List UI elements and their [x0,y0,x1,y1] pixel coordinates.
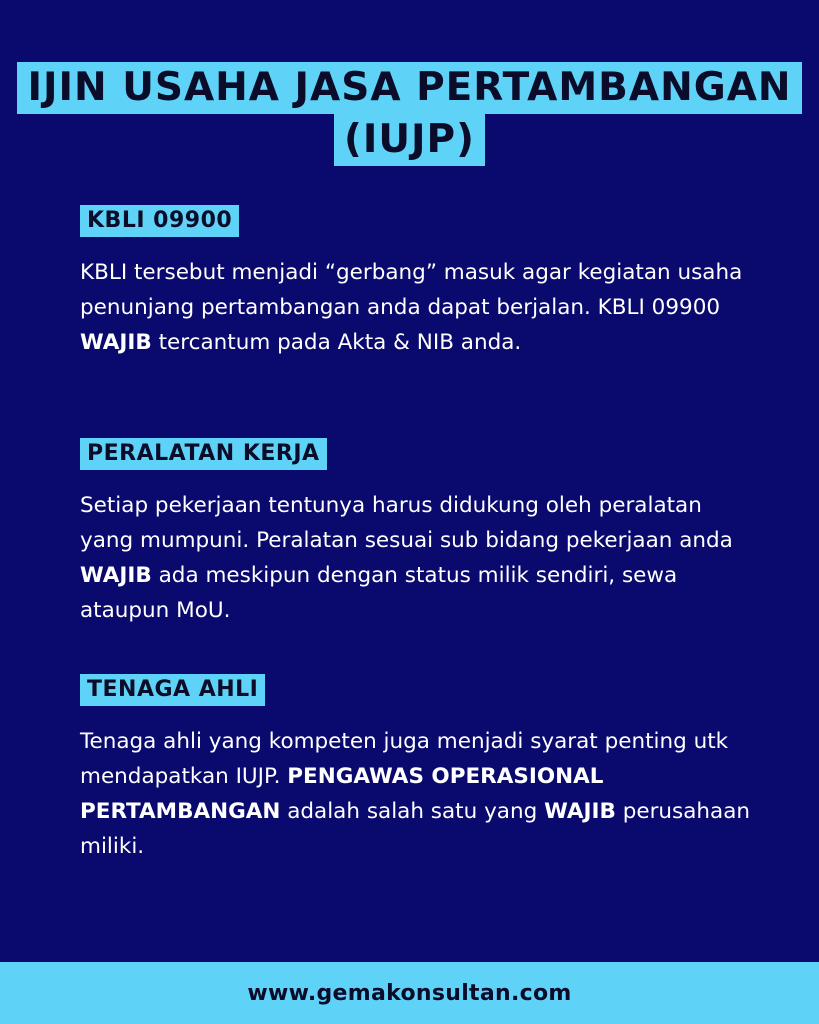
body-text-part: KBLI tersebut menjadi “gerbang” masuk agar kegiatan usaha penunjang pertambangan anda dapat berjalan. KBLI 09900 [80,260,743,320]
body-text-part: tercantum pada Akta & NIB anda. [151,330,522,355]
section-heading-tenaga-ahli: TENAGA AHLI [80,674,265,706]
emphasis-pengawas: PENGAWAS OPERASIONAL PERTAMBANGAN [80,764,604,824]
body-text-part: Setiap pekerjaan tentunya harus didukung oleh peralatan yang mumpuni. Peralatan sesuai sub bidang pekerjaan anda [80,493,733,553]
section-body-tenaga-ahli [80,724,750,864]
body-text-part: adalah salah satu yang [280,799,545,824]
body-text-part: perusahaan miliki. [80,799,751,859]
section-peralatan [80,438,750,628]
section-heading-kbli: KBLI 09900 [80,205,239,237]
title-block [0,62,819,166]
section-kbli [80,205,750,360]
body-text-part: ada meskipun dengan status milik sendiri, sewa ataupun MoU. [80,563,678,623]
section-heading-peralatan: PERALATAN KERJA [80,438,327,470]
website-link[interactable]: www.gemakonsultan.com [247,980,572,1006]
section-tenaga-ahli [80,674,750,864]
title-line-1: IJIN USAHA JASA PERTAMBANGAN [17,62,801,114]
title-line-2: (IUJP) [334,114,485,166]
emphasis-wajib: WAJIB [80,330,152,355]
emphasis-wajib: WAJIB [544,799,616,824]
emphasis-wajib: WAJIB [80,563,152,588]
section-body-kbli [80,255,750,360]
section-body-peralatan [80,488,750,628]
footer-bar [0,962,819,1024]
body-text-part: Tenaga ahli yang kompeten juga menjadi syarat penting utk mendapatkan IUJP. [80,729,729,789]
